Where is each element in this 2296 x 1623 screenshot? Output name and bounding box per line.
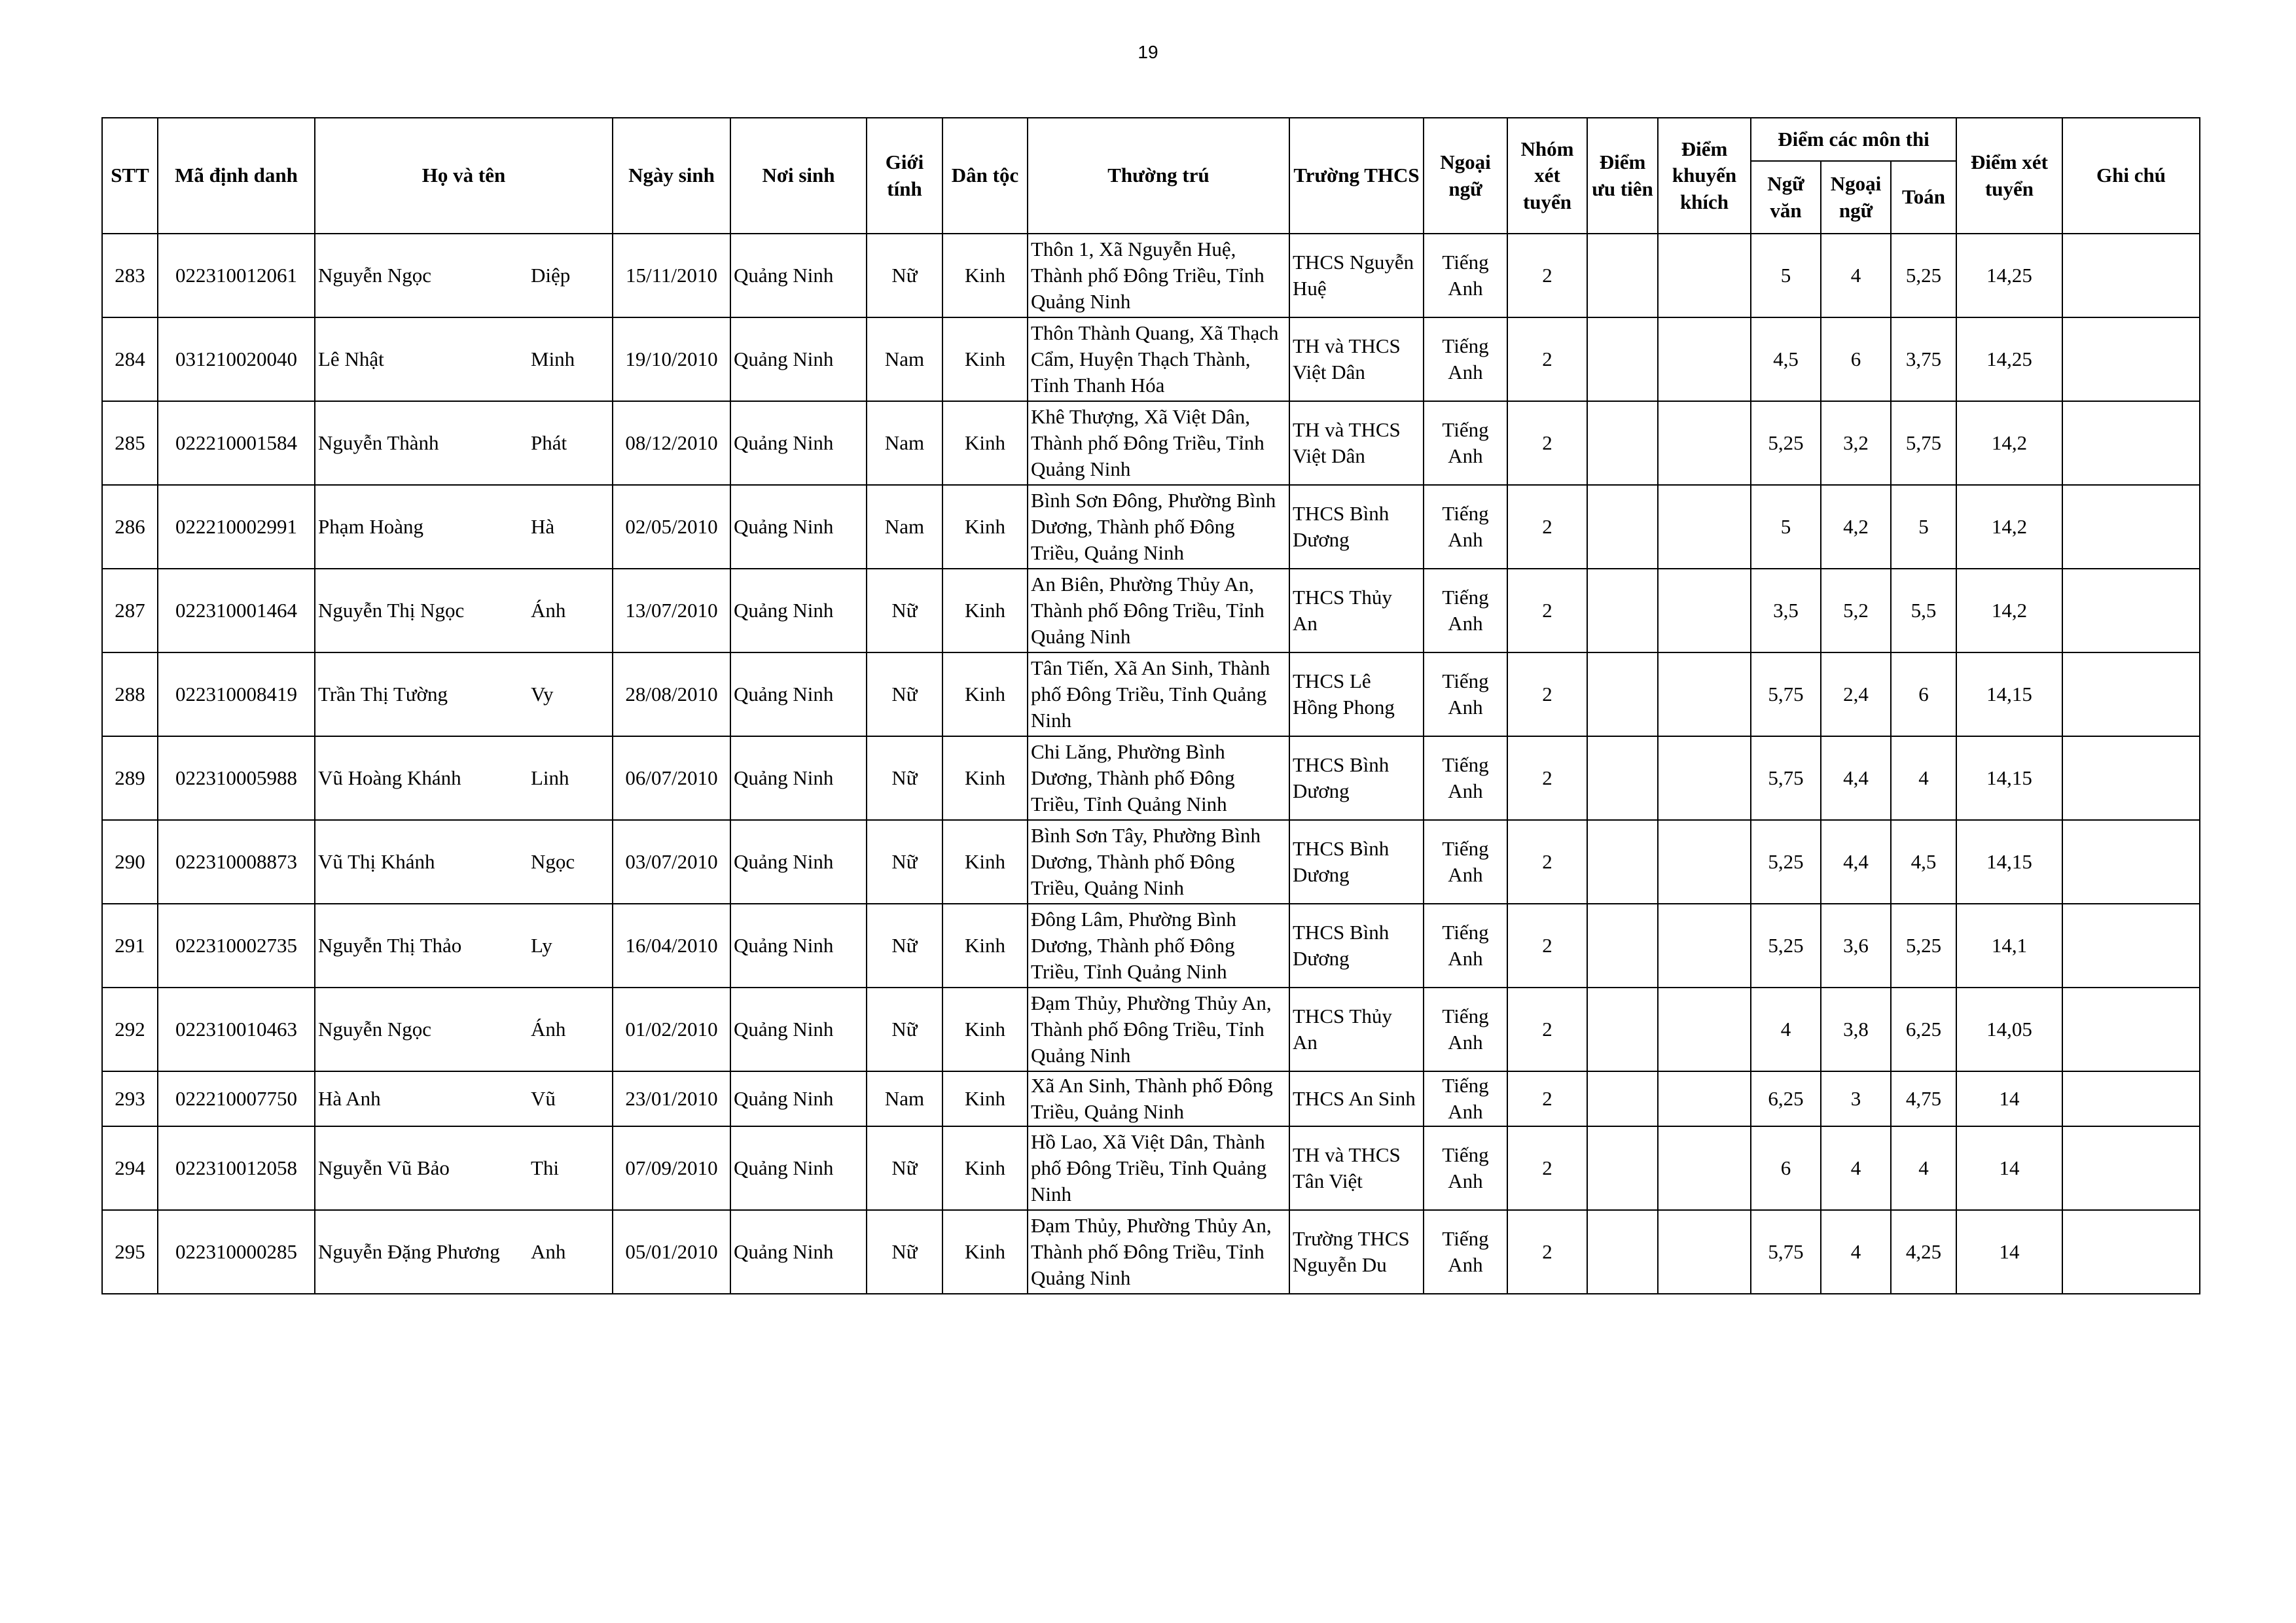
cell-truong-thcs: THCS Bình Dương — [1289, 820, 1424, 904]
col-gioi-tinh: Giới tính — [867, 118, 942, 234]
cell-diem-uu-tien — [1587, 234, 1658, 317]
cell-nhom-xet-tuyen: 2 — [1507, 1071, 1587, 1126]
cell-thuong-tru: An Biên, Phường Thủy An, Thành phố Đông Triều, Tỉnh Quảng Ninh — [1028, 569, 1289, 652]
cell-ngay-sinh: 02/05/2010 — [613, 485, 730, 569]
cell-stt: 290 — [102, 820, 158, 904]
col-noi-sinh: Nơi sinh — [730, 118, 867, 234]
cell-ngay-sinh: 28/08/2010 — [613, 652, 730, 736]
col-truong-thcs: Trường THCS — [1289, 118, 1424, 234]
cell-ten: Vũ — [531, 1086, 556, 1110]
cell-diem-xet-tuyen: 14,1 — [1956, 904, 2062, 988]
cell-diem-xet-tuyen: 14 — [1956, 1210, 2062, 1294]
cell-ghi-chu — [2062, 401, 2200, 485]
cell-ngay-sinh: 23/01/2010 — [613, 1071, 730, 1126]
cell-ho-dem: Nguyễn Ngọc — [318, 1017, 432, 1041]
cell-stt: 293 — [102, 1071, 158, 1126]
cell-truong-thcs: THCS Bình Dương — [1289, 485, 1424, 569]
col-ghi-chu: Ghi chú — [2062, 118, 2200, 234]
col-diem-uu-tien: Điểm ưu tiên — [1587, 118, 1658, 234]
cell-toan: 6 — [1891, 652, 1956, 736]
cell-ngoai-ngu: Tiếng Anh — [1424, 317, 1507, 401]
cell-toan: 4,25 — [1891, 1210, 1956, 1294]
cell-dan-toc: Kinh — [942, 1126, 1028, 1210]
cell-truong-thcs: THCS Bình Dương — [1289, 736, 1424, 820]
cell-ngoai-ngu: Tiếng Anh — [1424, 988, 1507, 1071]
cell-ngu-van: 6 — [1751, 1126, 1821, 1210]
cell-ngu-van: 5,25 — [1751, 904, 1821, 988]
cell-ngu-van: 4,5 — [1751, 317, 1821, 401]
cell-thuong-tru: Đạm Thủy, Phường Thủy An, Thành phố Đông Triều, Tỉnh Quảng Ninh — [1028, 988, 1289, 1071]
cell-nhom-xet-tuyen: 2 — [1507, 485, 1587, 569]
cell-diem-xet-tuyen: 14 — [1956, 1071, 2062, 1126]
cell-diem-khuyen-khich — [1658, 1210, 1751, 1294]
cell-ngu-van: 5 — [1751, 234, 1821, 317]
cell-truong-thcs: THCS Nguyễn Huệ — [1289, 234, 1424, 317]
cell-toan: 5,25 — [1891, 904, 1956, 988]
col-stt: STT — [102, 118, 158, 234]
cell-ngu-van: 5,75 — [1751, 652, 1821, 736]
cell-diem-khuyen-khich — [1658, 736, 1751, 820]
cell-ho-dem: Nguyễn Thị Thảo — [318, 933, 462, 957]
cell-ten: Ánh — [531, 598, 566, 622]
cell-ngu-van: 6,25 — [1751, 1071, 1821, 1126]
cell-ten: Ngọc — [531, 849, 575, 873]
cell-diem-khuyen-khich — [1658, 234, 1751, 317]
cell-ho-dem: Phạm Hoàng — [318, 514, 424, 538]
cell-diem-xet-tuyen: 14,15 — [1956, 652, 2062, 736]
cell-ngoai-ngu: Tiếng Anh — [1424, 1210, 1507, 1294]
cell-ngoai-ngu-mon: 3,6 — [1821, 904, 1891, 988]
cell-dan-toc: Kinh — [942, 569, 1028, 652]
cell-ten: Minh — [531, 347, 575, 370]
cell-ngoai-ngu: Tiếng Anh — [1424, 820, 1507, 904]
cell-ngu-van: 5,25 — [1751, 401, 1821, 485]
cell-nhom-xet-tuyen: 2 — [1507, 820, 1587, 904]
cell-ho-va-ten — [315, 234, 613, 317]
cell-diem-xet-tuyen: 14,15 — [1956, 736, 2062, 820]
col-dan-toc: Dân tộc — [942, 118, 1028, 234]
table-row — [102, 652, 2200, 736]
cell-ngay-sinh: 05/01/2010 — [613, 1210, 730, 1294]
cell-diem-uu-tien — [1587, 652, 1658, 736]
cell-truong-thcs: THCS Bình Dương — [1289, 904, 1424, 988]
cell-ngu-van: 5,75 — [1751, 1210, 1821, 1294]
cell-ten: Ánh — [531, 1017, 566, 1041]
cell-diem-khuyen-khich — [1658, 1126, 1751, 1210]
cell-ten: Ly — [531, 933, 552, 957]
cell-ngoai-ngu-mon: 2,4 — [1821, 652, 1891, 736]
cell-ho-dem: Trần Thị Tường — [318, 682, 448, 705]
cell-diem-xet-tuyen: 14,2 — [1956, 485, 2062, 569]
table-row — [102, 1210, 2200, 1294]
cell-ngoai-ngu-mon: 3,8 — [1821, 988, 1891, 1071]
cell-ghi-chu — [2062, 652, 2200, 736]
cell-ghi-chu — [2062, 736, 2200, 820]
cell-toan: 4 — [1891, 1126, 1956, 1210]
cell-gioi-tinh: Nam — [867, 1071, 942, 1126]
cell-ngoai-ngu: Tiếng Anh — [1424, 736, 1507, 820]
cell-ngoai-ngu: Tiếng Anh — [1424, 652, 1507, 736]
cell-ngay-sinh: 19/10/2010 — [613, 317, 730, 401]
cell-truong-thcs: TH và THCS Tân Việt — [1289, 1126, 1424, 1210]
table-row — [102, 820, 2200, 904]
cell-ten: Vy — [531, 682, 554, 705]
cell-ho-va-ten — [315, 652, 613, 736]
cell-ngoai-ngu: Tiếng Anh — [1424, 234, 1507, 317]
cell-ho-dem: Hà Anh — [318, 1086, 381, 1110]
cell-toan: 4,5 — [1891, 820, 1956, 904]
cell-dan-toc: Kinh — [942, 1210, 1028, 1294]
cell-ngay-sinh: 16/04/2010 — [613, 904, 730, 988]
cell-ho-va-ten — [315, 1210, 613, 1294]
cell-ghi-chu — [2062, 485, 2200, 569]
cell-ngay-sinh: 06/07/2010 — [613, 736, 730, 820]
cell-ngoai-ngu-mon: 4 — [1821, 1210, 1891, 1294]
cell-diem-khuyen-khich — [1658, 1071, 1751, 1126]
cell-toan: 4 — [1891, 736, 1956, 820]
cell-ghi-chu — [2062, 569, 2200, 652]
cell-ghi-chu — [2062, 1071, 2200, 1126]
cell-gioi-tinh: Nữ — [867, 1210, 942, 1294]
cell-ngoai-ngu-mon: 4,2 — [1821, 485, 1891, 569]
cell-ngoai-ngu: Tiếng Anh — [1424, 401, 1507, 485]
cell-diem-khuyen-khich — [1658, 401, 1751, 485]
col-diem-cac-mon-thi: Điểm các môn thi — [1751, 118, 1956, 161]
table-row — [102, 485, 2200, 569]
cell-dan-toc: Kinh — [942, 401, 1028, 485]
cell-noi-sinh: Quảng Ninh — [730, 1126, 867, 1210]
cell-ma-dinh-danh: 022310012058 — [158, 1126, 315, 1210]
cell-toan: 5,75 — [1891, 401, 1956, 485]
cell-truong-thcs: THCS Thủy An — [1289, 569, 1424, 652]
cell-ho-va-ten — [315, 904, 613, 988]
cell-diem-uu-tien — [1587, 904, 1658, 988]
cell-ma-dinh-danh: 022210007750 — [158, 1071, 315, 1126]
table-row — [102, 234, 2200, 317]
cell-noi-sinh: Quảng Ninh — [730, 317, 867, 401]
cell-diem-khuyen-khich — [1658, 988, 1751, 1071]
cell-thuong-tru: Hồ Lao, Xã Việt Dân, Thành phố Đông Triều, Tỉnh Quảng Ninh — [1028, 1126, 1289, 1210]
cell-ghi-chu — [2062, 1210, 2200, 1294]
cell-ten: Thi — [531, 1156, 560, 1179]
cell-noi-sinh: Quảng Ninh — [730, 1210, 867, 1294]
cell-noi-sinh: Quảng Ninh — [730, 485, 867, 569]
cell-ma-dinh-danh: 031210020040 — [158, 317, 315, 401]
cell-ten: Diệp — [531, 263, 571, 287]
cell-ma-dinh-danh: 022310002735 — [158, 904, 315, 988]
cell-diem-xet-tuyen: 14,25 — [1956, 317, 2062, 401]
cell-truong-thcs: THCS Lê Hồng Phong — [1289, 652, 1424, 736]
cell-dan-toc: Kinh — [942, 485, 1028, 569]
cell-ghi-chu — [2062, 234, 2200, 317]
cell-diem-khuyen-khich — [1658, 820, 1751, 904]
cell-dan-toc: Kinh — [942, 1071, 1028, 1126]
cell-stt: 287 — [102, 569, 158, 652]
cell-truong-thcs: THCS An Sinh — [1289, 1071, 1424, 1126]
cell-diem-uu-tien — [1587, 401, 1658, 485]
cell-ghi-chu — [2062, 988, 2200, 1071]
cell-stt: 284 — [102, 317, 158, 401]
cell-ngoai-ngu: Tiếng Anh — [1424, 1126, 1507, 1210]
cell-noi-sinh: Quảng Ninh — [730, 820, 867, 904]
cell-ho-va-ten — [315, 1071, 613, 1126]
cell-noi-sinh: Quảng Ninh — [730, 1071, 867, 1126]
cell-gioi-tinh: Nữ — [867, 652, 942, 736]
cell-nhom-xet-tuyen: 2 — [1507, 988, 1587, 1071]
cell-ho-va-ten — [315, 485, 613, 569]
cell-ngoai-ngu-mon: 4 — [1821, 234, 1891, 317]
cell-stt: 289 — [102, 736, 158, 820]
cell-nhom-xet-tuyen: 2 — [1507, 569, 1587, 652]
cell-gioi-tinh: Nữ — [867, 569, 942, 652]
cell-ngoai-ngu: Tiếng Anh — [1424, 485, 1507, 569]
cell-truong-thcs: TH và THCS Việt Dân — [1289, 317, 1424, 401]
cell-dan-toc: Kinh — [942, 820, 1028, 904]
cell-gioi-tinh: Nam — [867, 317, 942, 401]
cell-ngay-sinh: 01/02/2010 — [613, 988, 730, 1071]
cell-noi-sinh: Quảng Ninh — [730, 904, 867, 988]
table-row — [102, 1071, 2200, 1126]
cell-ten: Phát — [531, 431, 567, 454]
cell-gioi-tinh: Nữ — [867, 1126, 942, 1210]
cell-noi-sinh: Quảng Ninh — [730, 569, 867, 652]
cell-noi-sinh: Quảng Ninh — [730, 401, 867, 485]
cell-stt: 291 — [102, 904, 158, 988]
cell-thuong-tru: Xã An Sinh, Thành phố Đông Triều, Quảng Ninh — [1028, 1071, 1289, 1126]
cell-thuong-tru: Chi Lăng, Phường Bình Dương, Thành phố Đông Triều, Tỉnh Quảng Ninh — [1028, 736, 1289, 820]
cell-thuong-tru: Thôn 1, Xã Nguyễn Huệ, Thành phố Đông Triều, Tỉnh Quảng Ninh — [1028, 234, 1289, 317]
cell-ma-dinh-danh: 022210001584 — [158, 401, 315, 485]
cell-ngoai-ngu-mon: 4,4 — [1821, 736, 1891, 820]
cell-truong-thcs: Trường THCS Nguyễn Du — [1289, 1210, 1424, 1294]
table-row — [102, 401, 2200, 485]
cell-ma-dinh-danh: 022310008873 — [158, 820, 315, 904]
cell-thuong-tru: Bình Sơn Tây, Phường Bình Dương, Thành phố Đông Triều, Quảng Ninh — [1028, 820, 1289, 904]
cell-ngu-van: 5,75 — [1751, 736, 1821, 820]
cell-toan: 3,75 — [1891, 317, 1956, 401]
cell-dan-toc: Kinh — [942, 317, 1028, 401]
cell-thuong-tru: Thôn Thành Quang, Xã Thạch Cẩm, Huyện Thạch Thành, Tỉnh Thanh Hóa — [1028, 317, 1289, 401]
cell-diem-khuyen-khich — [1658, 485, 1751, 569]
cell-dan-toc: Kinh — [942, 652, 1028, 736]
col-ngay-sinh: Ngày sinh — [613, 118, 730, 234]
cell-stt: 285 — [102, 401, 158, 485]
cell-ghi-chu — [2062, 820, 2200, 904]
cell-thuong-tru: Đạm Thủy, Phường Thủy An, Thành phố Đông Triều, Tỉnh Quảng Ninh — [1028, 1210, 1289, 1294]
cell-ten: Hà — [531, 514, 555, 538]
cell-ho-dem: Nguyễn Thành — [318, 431, 439, 454]
cell-thuong-tru: Bình Sơn Đông, Phường Bình Dương, Thành phố Đông Triều, Quảng Ninh — [1028, 485, 1289, 569]
page-number: 19 — [1138, 42, 1158, 62]
cell-ngoai-ngu: Tiếng Anh — [1424, 569, 1507, 652]
cell-ma-dinh-danh: 022210002991 — [158, 485, 315, 569]
col-ngoai-ngu: Ngoại ngữ — [1424, 118, 1507, 234]
cell-truong-thcs: TH và THCS Việt Dân — [1289, 401, 1424, 485]
cell-ghi-chu — [2062, 317, 2200, 401]
cell-toan: 6,25 — [1891, 988, 1956, 1071]
cell-gioi-tinh: Nữ — [867, 234, 942, 317]
cell-diem-uu-tien — [1587, 736, 1658, 820]
table-body — [102, 234, 2200, 1294]
cell-ma-dinh-danh: 022310001464 — [158, 569, 315, 652]
cell-diem-xet-tuyen: 14,2 — [1956, 569, 2062, 652]
cell-ho-dem: Vũ Thị Khánh — [318, 849, 435, 873]
cell-gioi-tinh: Nữ — [867, 820, 942, 904]
cell-nhom-xet-tuyen: 2 — [1507, 736, 1587, 820]
cell-gioi-tinh: Nữ — [867, 904, 942, 988]
col-thuong-tru: Thường trú — [1028, 118, 1289, 234]
cell-ngay-sinh: 15/11/2010 — [613, 234, 730, 317]
results-table — [101, 117, 2200, 1294]
col-diem-xet-tuyen: Điểm xét tuyển — [1956, 118, 2062, 234]
cell-ten: Linh — [531, 766, 569, 789]
cell-diem-uu-tien — [1587, 820, 1658, 904]
cell-diem-xet-tuyen: 14,05 — [1956, 988, 2062, 1071]
cell-gioi-tinh: Nam — [867, 401, 942, 485]
cell-diem-uu-tien — [1587, 1126, 1658, 1210]
table-row — [102, 988, 2200, 1071]
cell-ho-dem: Lê Nhật — [318, 347, 384, 370]
col-diem-khuyen-khich: Điểm khuyến khích — [1658, 118, 1751, 234]
col-ma-dinh-danh: Mã định danh — [158, 118, 315, 234]
cell-ho-va-ten — [315, 317, 613, 401]
cell-stt: 286 — [102, 485, 158, 569]
cell-gioi-tinh: Nữ — [867, 736, 942, 820]
cell-dan-toc: Kinh — [942, 988, 1028, 1071]
cell-noi-sinh: Quảng Ninh — [730, 234, 867, 317]
table-row — [102, 904, 2200, 988]
table-row — [102, 569, 2200, 652]
cell-toan: 5 — [1891, 485, 1956, 569]
cell-stt: 288 — [102, 652, 158, 736]
col-toan: Toán — [1891, 161, 1956, 234]
cell-gioi-tinh: Nam — [867, 485, 942, 569]
cell-toan: 4,75 — [1891, 1071, 1956, 1126]
cell-ma-dinh-danh: 022310010463 — [158, 988, 315, 1071]
cell-stt: 294 — [102, 1126, 158, 1210]
cell-ho-dem: Nguyễn Thị Ngọc — [318, 598, 465, 622]
cell-ho-dem: Nguyễn Vũ Bảo — [318, 1156, 450, 1179]
cell-ngoai-ngu-mon: 4,4 — [1821, 820, 1891, 904]
cell-ngoai-ngu-mon: 5,2 — [1821, 569, 1891, 652]
table-row — [102, 736, 2200, 820]
col-ngoai-ngu-mon: Ngoại ngữ — [1821, 161, 1891, 234]
cell-diem-uu-tien — [1587, 569, 1658, 652]
cell-ngay-sinh: 03/07/2010 — [613, 820, 730, 904]
cell-diem-uu-tien — [1587, 1210, 1658, 1294]
cell-toan: 5,5 — [1891, 569, 1956, 652]
cell-ho-va-ten — [315, 736, 613, 820]
cell-ngu-van: 5 — [1751, 485, 1821, 569]
cell-nhom-xet-tuyen: 2 — [1507, 652, 1587, 736]
cell-ghi-chu — [2062, 1126, 2200, 1210]
cell-noi-sinh: Quảng Ninh — [730, 736, 867, 820]
cell-ngoai-ngu-mon: 4 — [1821, 1126, 1891, 1210]
cell-nhom-xet-tuyen: 2 — [1507, 1126, 1587, 1210]
cell-ma-dinh-danh: 022310012061 — [158, 234, 315, 317]
cell-toan: 5,25 — [1891, 234, 1956, 317]
cell-dan-toc: Kinh — [942, 234, 1028, 317]
cell-ngu-van: 5,25 — [1751, 820, 1821, 904]
col-ho-va-ten: Họ và tên — [315, 118, 613, 234]
cell-nhom-xet-tuyen: 2 — [1507, 317, 1587, 401]
cell-gioi-tinh: Nữ — [867, 988, 942, 1071]
cell-stt: 295 — [102, 1210, 158, 1294]
cell-diem-khuyen-khich — [1658, 569, 1751, 652]
cell-diem-xet-tuyen: 14,15 — [1956, 820, 2062, 904]
cell-ngoai-ngu-mon: 3 — [1821, 1071, 1891, 1126]
cell-nhom-xet-tuyen: 2 — [1507, 1210, 1587, 1294]
cell-ho-va-ten — [315, 820, 613, 904]
table-row — [102, 317, 2200, 401]
cell-ngu-van: 4 — [1751, 988, 1821, 1071]
cell-stt: 292 — [102, 988, 158, 1071]
cell-thuong-tru: Khê Thượng, Xã Việt Dân, Thành phố Đông Triều, Tỉnh Quảng Ninh — [1028, 401, 1289, 485]
cell-ho-dem: Vũ Hoàng Khánh — [318, 766, 461, 789]
cell-diem-xet-tuyen: 14,25 — [1956, 234, 2062, 317]
cell-dan-toc: Kinh — [942, 904, 1028, 988]
cell-diem-uu-tien — [1587, 1071, 1658, 1126]
cell-ngoai-ngu: Tiếng Anh — [1424, 1071, 1507, 1126]
cell-ten: Anh — [531, 1240, 566, 1263]
cell-ngay-sinh: 08/12/2010 — [613, 401, 730, 485]
cell-nhom-xet-tuyen: 2 — [1507, 904, 1587, 988]
cell-diem-khuyen-khich — [1658, 317, 1751, 401]
cell-ho-va-ten — [315, 401, 613, 485]
cell-ma-dinh-danh: 022310008419 — [158, 652, 315, 736]
cell-nhom-xet-tuyen: 2 — [1507, 401, 1587, 485]
cell-nhom-xet-tuyen: 2 — [1507, 234, 1587, 317]
cell-ngay-sinh: 13/07/2010 — [613, 569, 730, 652]
cell-diem-uu-tien — [1587, 988, 1658, 1071]
cell-truong-thcs: THCS Thủy An — [1289, 988, 1424, 1071]
cell-diem-xet-tuyen: 14,2 — [1956, 401, 2062, 485]
cell-ma-dinh-danh: 022310000285 — [158, 1210, 315, 1294]
cell-diem-uu-tien — [1587, 485, 1658, 569]
table-row — [102, 1126, 2200, 1210]
cell-diem-khuyen-khich — [1658, 652, 1751, 736]
cell-diem-uu-tien — [1587, 317, 1658, 401]
cell-thuong-tru: Đông Lâm, Phường Bình Dương, Thành phố Đông Triều, Tỉnh Quảng Ninh — [1028, 904, 1289, 988]
cell-ho-va-ten — [315, 1126, 613, 1210]
cell-ngoai-ngu-mon: 3,2 — [1821, 401, 1891, 485]
cell-noi-sinh: Quảng Ninh — [730, 988, 867, 1071]
cell-ngoai-ngu: Tiếng Anh — [1424, 904, 1507, 988]
cell-ngay-sinh: 07/09/2010 — [613, 1126, 730, 1210]
cell-ngu-van: 3,5 — [1751, 569, 1821, 652]
cell-ho-dem: Nguyễn Ngọc — [318, 263, 432, 287]
cell-ngoai-ngu-mon: 6 — [1821, 317, 1891, 401]
cell-ghi-chu — [2062, 904, 2200, 988]
cell-ma-dinh-danh: 022310005988 — [158, 736, 315, 820]
cell-thuong-tru: Tân Tiến, Xã An Sinh, Thành phố Đông Triều, Tỉnh Quảng Ninh — [1028, 652, 1289, 736]
col-nhom-xet-tuyen: Nhóm xét tuyển — [1507, 118, 1587, 234]
cell-ho-va-ten — [315, 988, 613, 1071]
cell-diem-xet-tuyen: 14 — [1956, 1126, 2062, 1210]
cell-stt: 283 — [102, 234, 158, 317]
cell-ho-va-ten — [315, 569, 613, 652]
header-row — [102, 118, 2200, 161]
col-ngu-van: Ngữ văn — [1751, 161, 1821, 234]
cell-dan-toc: Kinh — [942, 736, 1028, 820]
cell-ho-dem: Nguyễn Đặng Phương — [318, 1240, 500, 1263]
cell-diem-khuyen-khich — [1658, 904, 1751, 988]
cell-noi-sinh: Quảng Ninh — [730, 652, 867, 736]
